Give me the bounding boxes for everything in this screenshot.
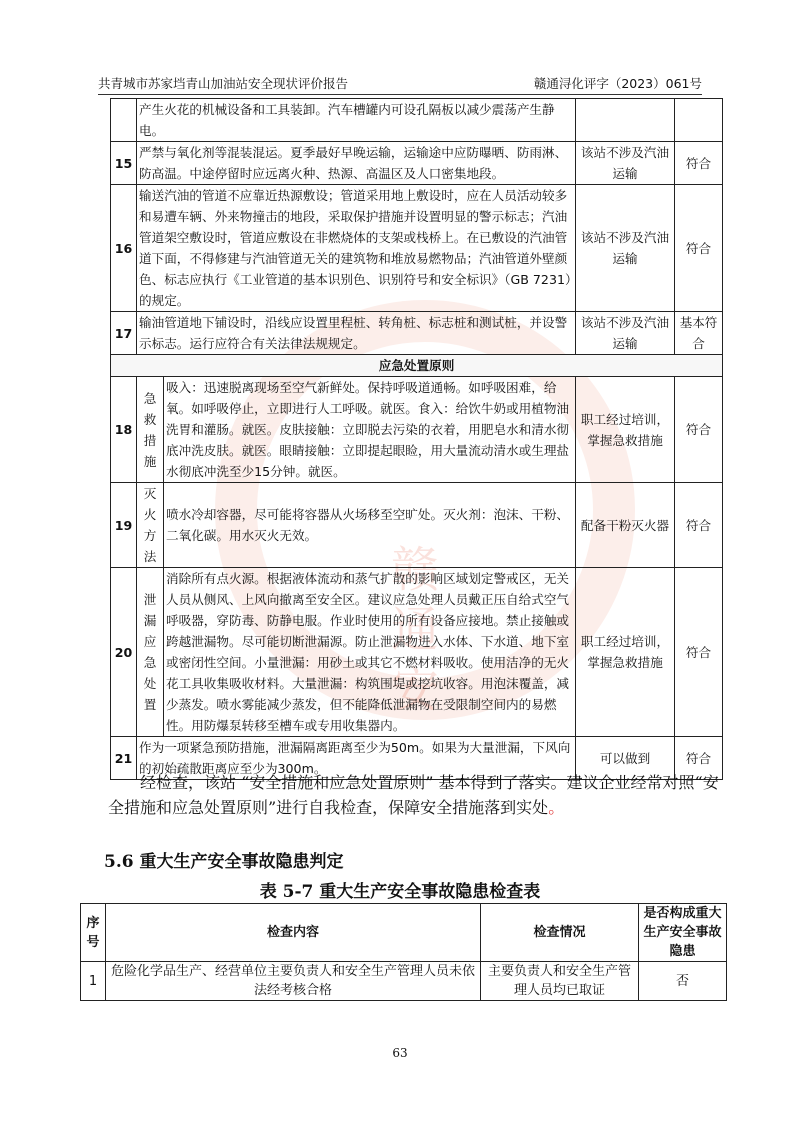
row-category: 灭火方法 [137,483,164,568]
row-number: 15 [111,142,137,185]
table-row [111,185,723,312]
inspection-conclusion [108,770,726,820]
section-title: 应急处置原则 [111,355,723,377]
table-header-row [81,904,727,962]
row-content: 作为一项紧急预防措施，泄漏隔离距离至少为50m。如果为大量泄漏，下风向的初始疏散距离应至少为300m。 [137,737,576,780]
report-title: 共青城市苏家垱青山加油站安全现状评价报告 [98,76,349,91]
watermark-text: 赣通安 [390,542,439,718]
row-number: 19 [111,483,137,568]
page-number: 63 [392,1046,408,1060]
row-check: 配备干粉灭火器 [576,483,675,568]
row-result: 基本符合 [675,312,723,355]
row-number: 16 [111,185,137,312]
table-row [111,99,723,142]
header-result: 是否构成重大生产安全事故隐患 [639,904,727,962]
row-result: 符合 [675,142,723,185]
row-category: 泄漏应急处置 [137,568,164,737]
row-number: 1 [81,962,106,1001]
row-result: 符合 [675,568,723,737]
row-result: 符合 [675,737,723,780]
row-result: 否 [639,962,727,1001]
row-content: 吸入：迅速脱离现场至空气新鲜处。保持呼吸道通畅。如呼吸困难，给氧。如呼吸停止，立即进行人工呼吸。就医。食入：给饮牛奶或用植物油洗胃和灌肠。就医。皮肤接触：立即脱去污染的衣着，用肥皂水和清水彻底冲洗皮肤。就医。眼睛接触：立即提起眼睑，用大量流动清水或生理盐水彻底冲洗至少15分钟。就医。 [164,377,576,483]
section-row [111,355,723,377]
safety-measures-table [110,98,723,780]
row-check: 该站不涉及汽油运输 [576,142,675,185]
row-content: 输油管道地下铺设时，沿线应设置里程桩、转角桩、标志桩和测试桩，并设警示标志。运行应符合有关法律法规规定。 [137,312,576,355]
hazard-check-table [80,903,727,1001]
row-content: 消除所有点火源。根据液体流动和蒸气扩散的影响区域划定警戒区，无关人员从侧风、上风向撤离至安全区。建议应急处理人员戴正压自给式空气呼吸器，穿防毒、防静电服。作业时使用的所有设备应接地。禁止接触或跨越泄漏物。尽可能切断泄漏源。防止泄漏物进入水体、下水道、地下室或密闭性空间。小量泄漏：用砂土或其它不燃材料吸收。使用洁净的无火花工具收集吸收材料。大量泄漏：构筑围堤或挖坑收容。用泡沫覆盖，减少蒸发。喷水雾能减少蒸发，但不能降低泄漏物在受限制空间内的易燃性。用防爆泵转移至槽车或专用收集器内。 [164,568,576,737]
row-content: 产生火花的机械设备和工具装卸。汽车槽罐内可设孔隔板以减少震荡产生静电。 [137,99,576,142]
row-result: 符合 [675,185,723,312]
header-content: 检查内容 [106,904,481,962]
row-check: 该站不涉及汽油运输 [576,185,675,312]
header-num: 序号 [81,904,106,962]
row-result: 符合 [675,377,723,483]
row-content: 输送汽油的管道不应靠近热源敷设；管道采用地上敷设时，应在人员活动较多和易遭车辆、外来物撞击的地段，采取保护措施并设置明显的警示标志；汽油管道架空敷设时，管道应敷设在非燃烧体的支架或栈桥上。在已敷设的汽油管道下面，不得修建与汽油管道无关的建筑物和堆放易燃物品；汽油管道外壁颜色、标志应执行《工业管道的基本识别色、识别符号和安全标识》（GB 7231）的规定。 [137,185,576,312]
section-heading: 5.6 重大生产安全事故隐患判定 [104,852,344,872]
row-number: 17 [111,312,137,355]
page-header [98,70,702,95]
row-content: 危险化学品生产、经营单位主要负责人和安全生产管理人员未依法经考核合格 [106,962,481,1001]
row-check: 可以做到 [576,737,675,780]
table-row [111,142,723,185]
row-check: 职工经过培训，掌握急救措施 [576,568,675,737]
document-number: 赣通浔化评字（2023）061号 [533,76,702,91]
row-number [111,99,137,142]
table-row [111,312,723,355]
row-check [576,99,675,142]
row-result: 符合 [675,483,723,568]
row-check: 主要负责人和安全生产管理人员均已取证 [481,962,639,1001]
conclusion-text: 经检查，该站 “安全措施和应急处置原则” 基本得到了落实。建议企业经常对照“安全措施和应急处置原则”进行自我检查，保障安全措施落到实处 [108,773,719,817]
table-row [111,377,723,483]
row-check: 职工经过培训，掌握急救措施 [576,377,675,483]
row-result [675,99,723,142]
conclusion-end-mark: 。 [548,798,565,817]
row-number: 20 [111,568,137,737]
row-content: 严禁与氧化剂等混装混运。夏季最好早晚运输，运输途中应防曝晒、防雨淋、防高温。中途停留时应远离火种、热源、高温区及人口密集地段。 [137,142,576,185]
table-row [111,483,723,568]
row-number: 18 [111,377,137,483]
row-check: 该站不涉及汽油运输 [576,312,675,355]
row-number: 21 [111,737,137,780]
table-caption: 表 5-7 重大生产安全事故隐患检查表 [259,882,541,902]
table-row [81,962,727,1001]
table-row [111,568,723,737]
row-category: 急救措施 [137,377,164,483]
row-content: 喷水冷却容器，尽可能将容器从火场移至空旷处。灭火剂：泡沫、干粉、二氧化碳。用水灭火无效。 [164,483,576,568]
header-check: 检查情况 [481,904,639,962]
